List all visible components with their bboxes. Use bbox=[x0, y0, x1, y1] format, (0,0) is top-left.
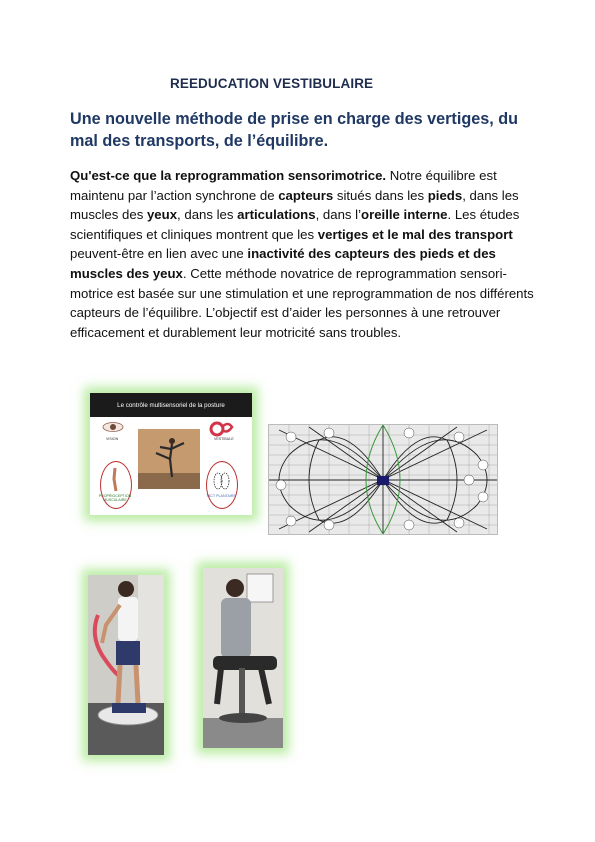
bold-run: pieds bbox=[427, 187, 463, 203]
bold-run: inactivité des capteurs des pieds et des muscles des yeux bbox=[70, 246, 496, 281]
photo-balance-board bbox=[88, 575, 164, 755]
eye-icon bbox=[102, 421, 124, 433]
label-proprio: PROPRIOCEPTION MUSCULAIRE bbox=[98, 494, 132, 502]
text-run: . Cette méthode novatrice de reprogrammation sensori-motrice est basée sur une stimulation et une reprogrammation de nos différents capteurs de l’équilibre. L’objectif est d’aider les personnes à une retrouver efficacement et durablement leur motricité sans troubles. bbox=[70, 265, 534, 340]
grid-svg bbox=[269, 425, 497, 534]
text-run: , dans les bbox=[177, 207, 238, 223]
leg-icon bbox=[110, 467, 120, 493]
dancer-figure bbox=[138, 429, 200, 489]
label-vision: VISION bbox=[106, 437, 119, 441]
bold-run: vertiges et le mal des transport bbox=[317, 226, 513, 242]
photo-saddle-stool bbox=[203, 568, 283, 748]
balance-board-figure bbox=[88, 575, 164, 755]
label-foot: TACT PLANTAIRE bbox=[206, 494, 236, 498]
text-run: , dans l’ bbox=[315, 207, 362, 223]
balance-photo bbox=[138, 429, 200, 489]
text-run: . Les études scientifiques et cliniques montrent que les bbox=[70, 207, 520, 242]
body-paragraph bbox=[70, 166, 540, 342]
bold-run: Qu'est-ce que la reprogrammation sensorimotrice. bbox=[70, 168, 387, 183]
page-subtitle: Une nouvelle méthode de prise en charge des vertiges, du mal des transports, de l’équilibre. bbox=[70, 110, 518, 150]
label-vestibule: VESTIBULE bbox=[214, 437, 234, 441]
oculomotor-grid-diagram bbox=[268, 424, 498, 535]
text-run: situés dans les bbox=[333, 187, 428, 203]
bold-run: capteurs bbox=[278, 187, 334, 203]
foot-icon bbox=[212, 469, 230, 491]
saddle-stool-figure bbox=[203, 568, 283, 748]
bold-run: oreille interne bbox=[361, 207, 448, 223]
text-run: Notre équilibre est maintenu par l’action synchrone de bbox=[70, 168, 497, 203]
bold-run: articulations bbox=[237, 207, 316, 223]
text-run: , dans les muscles des bbox=[70, 187, 519, 223]
posture-infographic bbox=[90, 393, 252, 515]
bold-run: yeux bbox=[146, 207, 178, 223]
text-run: peuvent-être en lien avec une bbox=[70, 246, 248, 262]
infographic-header: Le contrôle multisensoriel de la posture bbox=[90, 393, 252, 417]
page-title: REEDUCATION VESTIBULAIRE bbox=[170, 76, 374, 91]
inner-ear-icon bbox=[208, 419, 234, 439]
